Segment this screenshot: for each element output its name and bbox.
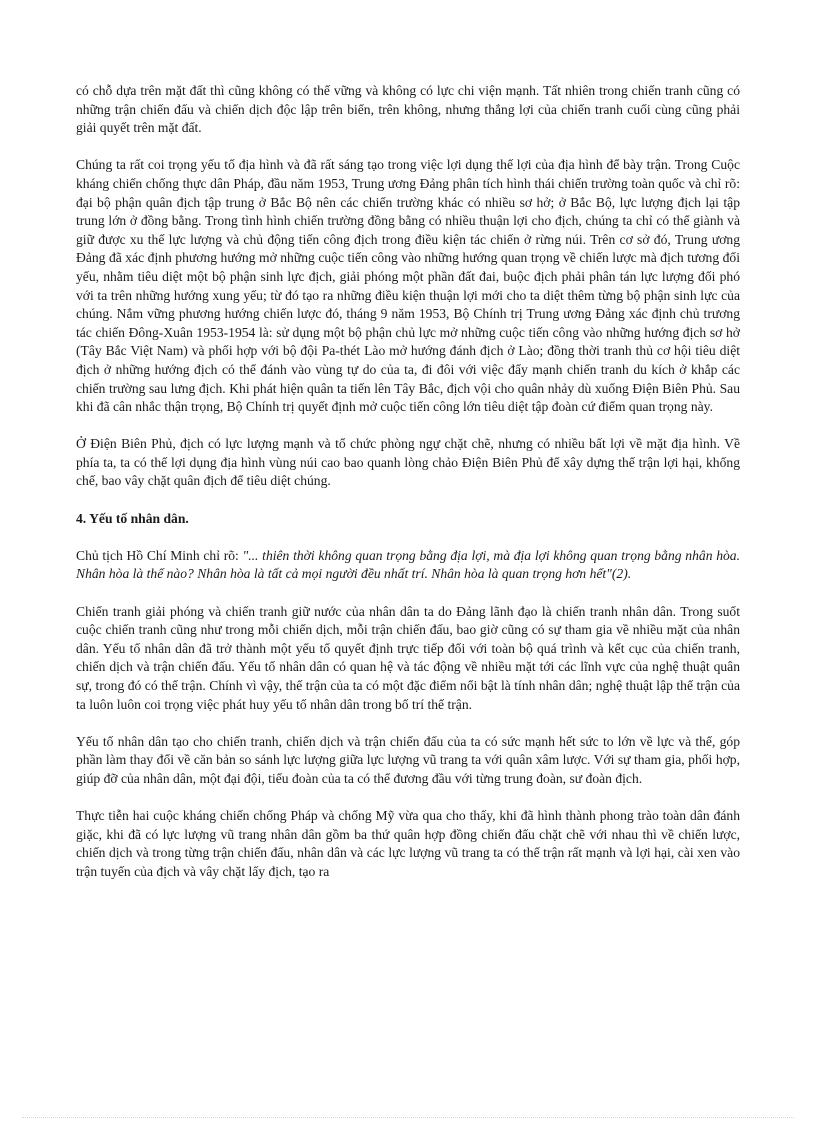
document-page	[76, 82, 740, 882]
quote-text: "... thiên thời không quan trọng bằng địa lợi, mà địa lợi không quan trọng bằng nhân hòa. Nhân hòa là thế nào? Nhân hòa là tất cả mọi người đều nhất trí. Nhân hòa là quan trọng hơn hết"(2).	[76, 547, 740, 582]
paragraph-6: Thực tiễn hai cuộc kháng chiến chống Pháp và chống Mỹ vừa qua cho thấy, khi đã hình thành phong trào toàn dân đánh giặc, khi đã có lực lượng vũ trang nhân dân gồm ba thứ quân hợp đồng chiến đấu chặt chẽ với nhau thì về chiến lược, chiến dịch và trong từng trận chiến đấu, nhân dân và các lực lượng vũ trang ta có thế trận rất mạnh và lợi hại, cài xen vào trận tuyến của địch và vây chặt lấy địch, tạo ra	[76, 808, 740, 879]
section-heading: 4. Yếu tố nhân dân.	[76, 510, 189, 526]
paragraph-2: Chúng ta rất coi trọng yếu tố địa hình và đã rất sáng tạo trong việc lợi dụng thế lợi của địa hình để bày trận. Trong Cuộc kháng chiến chống thực dân Pháp, đầu năm 1953, Trung ương Đảng phân tích hình thái chiến trường toàn quốc và chỉ rõ: đại bộ phận quân địch tập trung ở Bắc Bộ nên các chiến trường khác có nhiều sơ hở; ở Bắc Bộ, lực lượng địch lại tập trung lớn ở đồng bằng. Trong tình hình chiến trường đồng bằng có nhiều thuận lợi cho địch, chúng ta chỉ có thể giành và giữ được xu thế lực lượng và chủ động tiến công địch trong điều kiện tác chiến ở rừng núi. Trên cơ sở đó, Trung ương Đảng đã xác định phương hướng mở những cuộc tiến công vào những hướng quan trọng về chiến lược mà địch tương đối yếu, nhằm tiêu diệt một bộ phận sinh lực địch, giải phóng một phần đất đai, buộc địch phải phân tán lực lượng đối phó với ta trên những hướng xung yếu; từ đó tạo ra những điều kiện thuận lợi mới cho ta diệt thêm từng bộ phận sinh lực của chúng. Nắm vững phương hướng chiến lược đó, tháng 9 năm 1953, Bộ Chính trị Trung ương Đảng xác định chủ trương tác chiến Đông-Xuân 1953-1954 là: sử dụng một bộ phận chủ lực mở những cuộc tiến công vào những hướng địch sơ hở (Tây Bắc Việt Nam) và phối hợp với bộ đội Pa-thét Lào mở hướng đánh địch ở Lào; đồng thời tranh thủ cơ hội tiêu diệt địch ở những hướng địch có thể đánh vào vùng tự do của ta, đi đôi với việc đẩy mạnh chiến tranh du kích ở khắp các chiến trường sau lưng địch. Khi phát hiện quân ta tiến lên Tây Bắc, địch vội cho quân nhảy dù xuống Điện Biên Phủ. Sau khi đã cân nhắc thận trọng, Bộ Chính trị quyết định mở cuộc tiến công lớn tiêu diệt tập đoàn cứ điểm quan trọng này.	[76, 157, 740, 415]
paragraph-1: có chỗ dựa trên mặt đất thì cũng không có thế vững và không có lực chi viện mạnh. Tất nhiên trong chiến tranh cũng có những trận chiến đấu và chiến dịch độc lập trên biển, trên không, nhưng thắng lợi của chiến tranh cuối cùng cũng phải giải quyết trên mặt đất.	[76, 83, 740, 136]
paragraph-3: Ở Điện Biên Phủ, địch có lực lượng mạnh và tổ chức phòng ngự chặt chẽ, nhưng có nhiều bất lợi về mặt địa hình. Về phía ta, ta có thế lợi dụng địa hình vùng núi cao bao quanh lòng chảo Điện Biên Phủ để xây dựng thế trận lợi hại, khống chế, bao vây chặt quân địch để tiêu diệt chúng.	[76, 436, 740, 489]
quote-paragraph	[76, 547, 740, 584]
paragraph-4: Chiến tranh giải phóng và chiến tranh giữ nước của nhân dân ta do Đảng lãnh đạo là chiến tranh nhân dân. Trong suốt cuộc chiến tranh cũng như trong mỗi chiến dịch, mỗi trận chiến đấu, bao giờ cũng có sự tham gia về nhiều mặt của nhân dân. Yếu tố nhân dân đã trở thành một yếu tố quyết định trực tiếp đối với toàn bộ quá trình và kết cục của chiến tranh, chiến dịch và trận chiến đấu. Yếu tố nhân dân có quan hệ và tác động về nhiều mặt tới các lĩnh vực của nghệ thuật quân sự, trong đó có thế trận. Chính vì vậy, thế trận của ta có một đặc điểm nổi bật là tính nhân dân; nghệ thuật lập thế trận của ta luôn luôn coi trọng việc phát huy yếu tố nhân dân trong bố trí thế trận.	[76, 603, 740, 712]
paragraph-5: Yếu tố nhân dân tạo cho chiến tranh, chiến dịch và trận chiến đấu của ta có sức mạnh hết sức to lớn về lực và thế, góp phần làm thay đổi về căn bản so sánh lực lượng giữa lực lượng vũ trang ta với quân xâm lược. Với sự tham gia, phối hợp, giúp đỡ của nhân dân, một đại đội, tiểu đoàn của ta có thể đương đầu với từng trung đoàn, sư đoàn địch.	[76, 733, 740, 786]
page-footer-rule	[22, 1117, 794, 1118]
quote-lead: Chủ tịch Hồ Chí Minh chỉ rõ:	[76, 547, 243, 563]
